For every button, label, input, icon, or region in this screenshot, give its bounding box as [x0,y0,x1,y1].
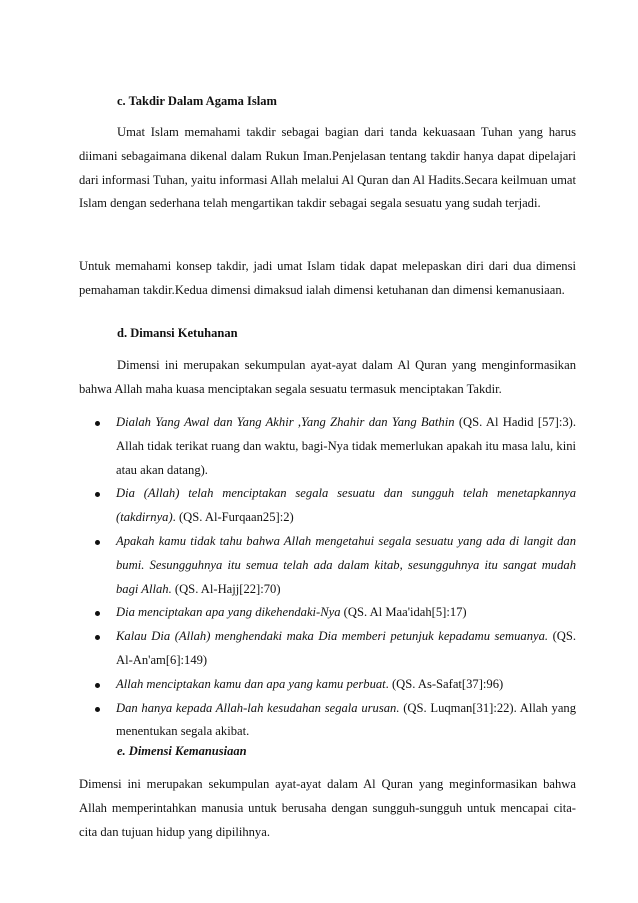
verse-item-3 [79,530,576,601]
section-c-heading: c. Takdir Dalam Agama Islam [117,94,277,108]
verse-reference: . (QS. As-Safat[37]:96) [385,676,504,691]
verse-quote: Dia (Allah) telah menciptakan segala sesuatu dan sungguh telah menetapkannya (takdirnya) [116,486,576,525]
verse-quote: Dan hanya kepada Allah-lah kesudahan segala urusan. [116,700,400,715]
bullet-icon [95,421,100,426]
section-e-heading: e. Dimensi Kemanusiaan [117,744,247,758]
bullet-icon [95,635,100,640]
verse-reference: . (QS. Al-Furqaan25]:2) [172,510,294,525]
section-c-paragraph-1: Umat Islam memahami takdir sebagai bagian dari tanda kekuasaan Tuhan yang harus diimani sebagaimana dikenal dalam Rukun Iman.Penjelasan tentang takdir hanya dapat dipelajari dari informasi Tuhan, yaitu informasi Allah melalui Al Quran dan Al Hadits.Secara keilmuan umat Islam dengan sederhana telah mengartikan takdir sebagai segala sesuatu yang sudah terjadi. [79,125,577,211]
verse-quote: Apakah kamu tidak tahu bahwa Allah mengetahui segala sesuatu yang ada di langit dan bumi. Sesungguhnya itu semua telah ada dalam kitab, sesungguhnya itu sangat mudah bagi Allah. [116,533,576,596]
bullet-icon [95,492,100,497]
section-d-paragraph: Dimensi ini merupakan sekumpulan ayat-ayat dalam Al Quran yang menginformasikan bahwa Allah maha kuasa menciptakan segala sesuatu termasuk menciptakan Takdir. [79,358,576,396]
verse-reference: (QS. Al-Hajj[22]:70) [171,581,281,596]
verse-item-2 [79,482,576,530]
section-c-paragraph-2: Untuk memahami konsep takdir, jadi umat Islam tidak dapat melepaskan diri dari dua dimensi pemahaman takdir.Kedua dimensi dimaksud ialah dimensi ketuhanan dan dimensi kemanusiaan. [79,259,576,297]
verse-reference: (QS. Luqman[31]:22). Allah yang menentukan segala akibat. [116,700,576,739]
verse-quote: Allah menciptakan kamu dan apa yang kamu perbuat [116,676,386,691]
verse-item-4 [79,601,576,625]
bullet-icon [95,611,100,616]
verse-reference: (QS. Al Maa'idah[5]:17) [340,605,467,620]
bullet-icon [95,707,100,712]
verse-quote: Dia menciptakan apa yang dikehendaki-Nya [116,605,341,620]
verse-reference: (QS. Al-An'am[6]:149) [116,629,577,667]
section-d-heading: d. Dimansi Ketuhanan [117,326,238,340]
section-e-paragraph: Dimensi ini merupakan sekumpulan ayat-ayat dalam Al Quran yang meginformasikan bahwa Allah memperintahkan manusia untuk berusaha dengan sungguh-sungguh untuk mencapai cita-cita dan tujuan hidup yang dipilihnya. [79,777,576,839]
verse-quote: Kalau Dia (Allah) menghendaki maka Dia memberi petunjuk kepadamu semuanya. [116,629,549,644]
verse-item-1 [79,411,576,482]
bullet-icon [95,683,100,688]
verse-item-7 [79,697,576,745]
verse-list [79,411,576,744]
verse-item-5 [79,625,576,673]
verse-item-6 [79,673,576,697]
bullet-icon [95,540,100,545]
verse-quote: Dialah Yang Awal dan Yang Akhir ,Yang Zhahir dan Yang Bathin [116,415,455,429]
verse-reference: (QS. Al Hadid [57]:3). Allah tidak terikat ruang dan waktu, bagi-Nya tidak memerlukan apakah itu masa lalu, kini atau akan datang). [116,415,576,477]
